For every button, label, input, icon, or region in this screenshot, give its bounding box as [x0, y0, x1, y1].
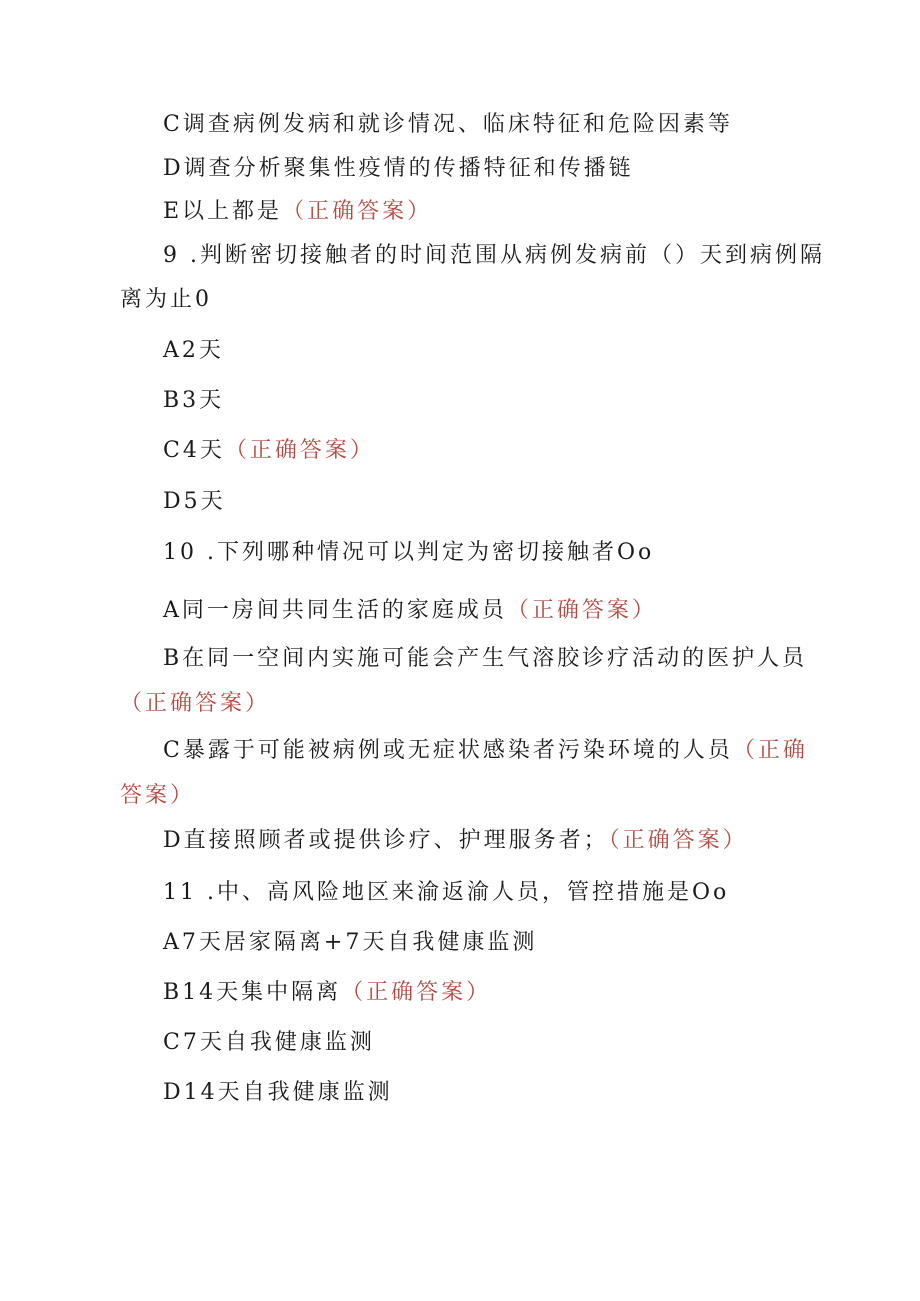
option-b-line-continued [120, 691, 270, 717]
correct-answer-tag: （正确答案） [608, 828, 748, 853]
question-9-line [163, 243, 825, 269]
line-text: E以上都是 [163, 199, 283, 224]
option-c-line [163, 738, 808, 764]
line-text: D调查分析聚集性疫情的传播特征和传播链 [163, 156, 634, 181]
option-c-line [163, 1030, 375, 1056]
option-a-line [163, 930, 537, 956]
question-10-line [163, 540, 654, 566]
line-text: 9 .判断密切接触者的时间范围从病例发病前（）天到病例隔 [163, 243, 825, 268]
correct-answer-tag: （正确答案） [224, 438, 375, 463]
option-b-line [163, 980, 491, 1006]
line-text: C4天 [163, 438, 225, 463]
line-text: C暴露于可能被病例或无症状感染者污染环境的人员 [163, 738, 733, 763]
correct-answer-tag: （正确 [732, 738, 808, 763]
line-text: A同一房间共同生活的家庭成员 [163, 598, 507, 623]
option-a-line [163, 598, 657, 624]
line-text: B3天 [163, 388, 225, 413]
line-text: C调查病例发病和就诊情况、临床特征和危险因素等 [163, 112, 733, 137]
option-d-line [163, 828, 748, 854]
option-c-line [163, 112, 733, 138]
correct-answer-tag: （正确答案） [282, 199, 433, 224]
line-text: D直接照顾者或提供诊疗、护理服务者； [163, 828, 609, 853]
line-text: B14天集中隔离 [163, 980, 342, 1005]
option-e-line [163, 199, 432, 225]
option-b-line [163, 646, 807, 672]
correct-answer-tag: （正确答案） [506, 598, 657, 623]
line-text: D14天自我健康监测 [163, 1080, 393, 1105]
line-text: 10 .下列哪种情况可以判定为密切接触者Oo [163, 540, 655, 565]
line-text: A7天居家隔离+7天自我健康监测 [163, 930, 538, 955]
option-b-line [163, 388, 224, 414]
question-11-line [163, 880, 729, 906]
question-9-line-continued [120, 287, 212, 313]
line-text: B在同一空间内实施可能会产生气溶胶诊疗活动的医护人员 [163, 646, 808, 671]
option-d-line [163, 1080, 393, 1106]
correct-answer-tag: 答案） [120, 783, 196, 808]
option-c-line-continued [120, 783, 195, 809]
line-text: D5天 [163, 489, 226, 514]
correct-answer-tag: （正确答案） [341, 980, 492, 1005]
line-text: 离为止0 [120, 287, 212, 312]
line-text: 11 .中、高风险地区来渝返渝人员，管控措施是Oo [163, 880, 730, 905]
option-a-line [163, 338, 224, 364]
option-d-line [163, 156, 634, 182]
line-text: A2天 [163, 338, 224, 363]
line-text: C7天自我健康监测 [163, 1030, 375, 1055]
option-c-line [163, 438, 375, 464]
correct-answer-tag: （正确答案） [120, 691, 271, 716]
option-d-line [163, 489, 226, 515]
